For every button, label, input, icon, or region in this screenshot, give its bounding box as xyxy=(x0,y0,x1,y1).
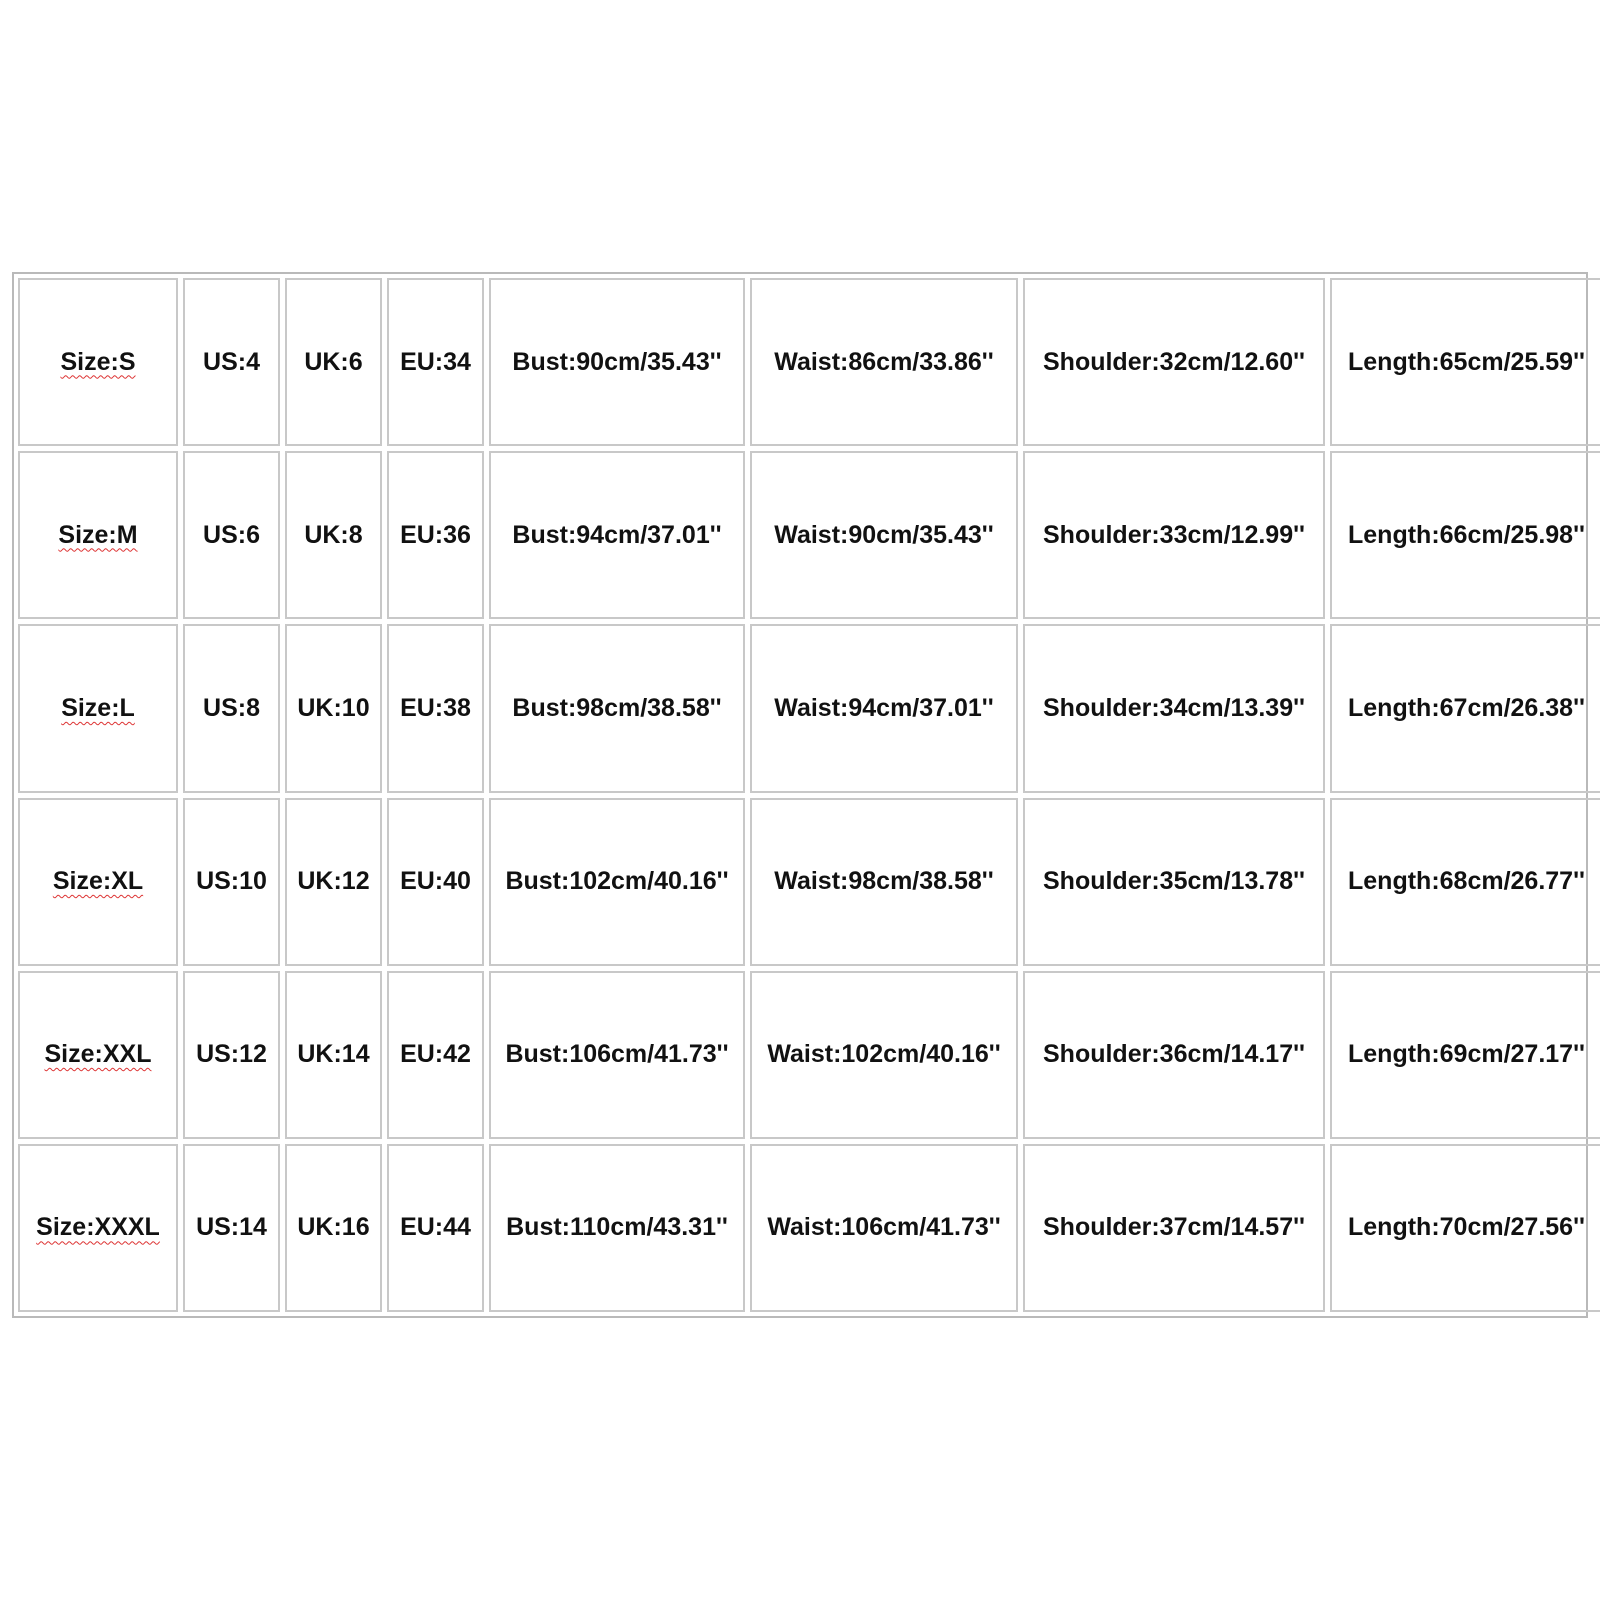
size-cell xyxy=(18,971,178,1139)
size-cell xyxy=(18,798,178,966)
waist-cell: Waist:90cm/35.43'' xyxy=(750,451,1018,619)
uk-size-cell: UK:6 xyxy=(285,278,382,446)
uk-size-cell: UK:12 xyxy=(285,798,382,966)
size-label: Size:XXL xyxy=(44,1040,152,1069)
length-cell: Length:70cm/27.56'' xyxy=(1330,1144,1600,1312)
uk-size-cell: UK:8 xyxy=(285,451,382,619)
size-cell xyxy=(18,278,178,446)
uk-size-cell: UK:16 xyxy=(285,1144,382,1312)
length-cell: Length:66cm/25.98'' xyxy=(1330,451,1600,619)
eu-size-cell: EU:40 xyxy=(387,798,484,966)
size-label: Size:S xyxy=(60,347,136,376)
size-cell xyxy=(18,624,178,792)
us-size-cell: US:14 xyxy=(183,1144,280,1312)
bust-cell: Bust:110cm/43.31'' xyxy=(489,1144,745,1312)
length-cell: Length:65cm/25.59'' xyxy=(1330,278,1600,446)
length-cell: Length:67cm/26.38'' xyxy=(1330,624,1600,792)
size-cell xyxy=(18,1144,178,1312)
eu-size-cell: EU:42 xyxy=(387,971,484,1139)
us-size-cell: US:4 xyxy=(183,278,280,446)
us-size-cell: US:6 xyxy=(183,451,280,619)
size-label: Size:XL xyxy=(52,867,144,896)
eu-size-cell: EU:38 xyxy=(387,624,484,792)
size-label: Size:M xyxy=(58,520,138,549)
waist-cell: Waist:86cm/33.86'' xyxy=(750,278,1018,446)
bust-cell: Bust:90cm/35.43'' xyxy=(489,278,745,446)
size-cell xyxy=(18,451,178,619)
bust-cell: Bust:94cm/37.01'' xyxy=(489,451,745,619)
bust-cell: Bust:106cm/41.73'' xyxy=(489,971,745,1139)
size-chart-table xyxy=(12,272,1588,1318)
length-cell: Length:69cm/27.17'' xyxy=(1330,971,1600,1139)
shoulder-cell: Shoulder:37cm/14.57'' xyxy=(1023,1144,1325,1312)
eu-size-cell: EU:44 xyxy=(387,1144,484,1312)
size-chart-grid xyxy=(18,278,1585,1312)
shoulder-cell: Shoulder:34cm/13.39'' xyxy=(1023,624,1325,792)
bust-cell: Bust:102cm/40.16'' xyxy=(489,798,745,966)
us-size-cell: US:10 xyxy=(183,798,280,966)
eu-size-cell: EU:36 xyxy=(387,451,484,619)
us-size-cell: US:8 xyxy=(183,624,280,792)
shoulder-cell: Shoulder:32cm/12.60'' xyxy=(1023,278,1325,446)
uk-size-cell: UK:10 xyxy=(285,624,382,792)
waist-cell: Waist:106cm/41.73'' xyxy=(750,1144,1018,1312)
us-size-cell: US:12 xyxy=(183,971,280,1139)
shoulder-cell: Shoulder:35cm/13.78'' xyxy=(1023,798,1325,966)
size-label: Size:L xyxy=(61,693,135,722)
length-cell: Length:68cm/26.77'' xyxy=(1330,798,1600,966)
eu-size-cell: EU:34 xyxy=(387,278,484,446)
waist-cell: Waist:98cm/38.58'' xyxy=(750,798,1018,966)
waist-cell: Waist:102cm/40.16'' xyxy=(750,971,1018,1139)
uk-size-cell: UK:14 xyxy=(285,971,382,1139)
shoulder-cell: Shoulder:33cm/12.99'' xyxy=(1023,451,1325,619)
shoulder-cell: Shoulder:36cm/14.17'' xyxy=(1023,971,1325,1139)
size-label: Size:XXXL xyxy=(36,1213,160,1242)
bust-cell: Bust:98cm/38.58'' xyxy=(489,624,745,792)
waist-cell: Waist:94cm/37.01'' xyxy=(750,624,1018,792)
